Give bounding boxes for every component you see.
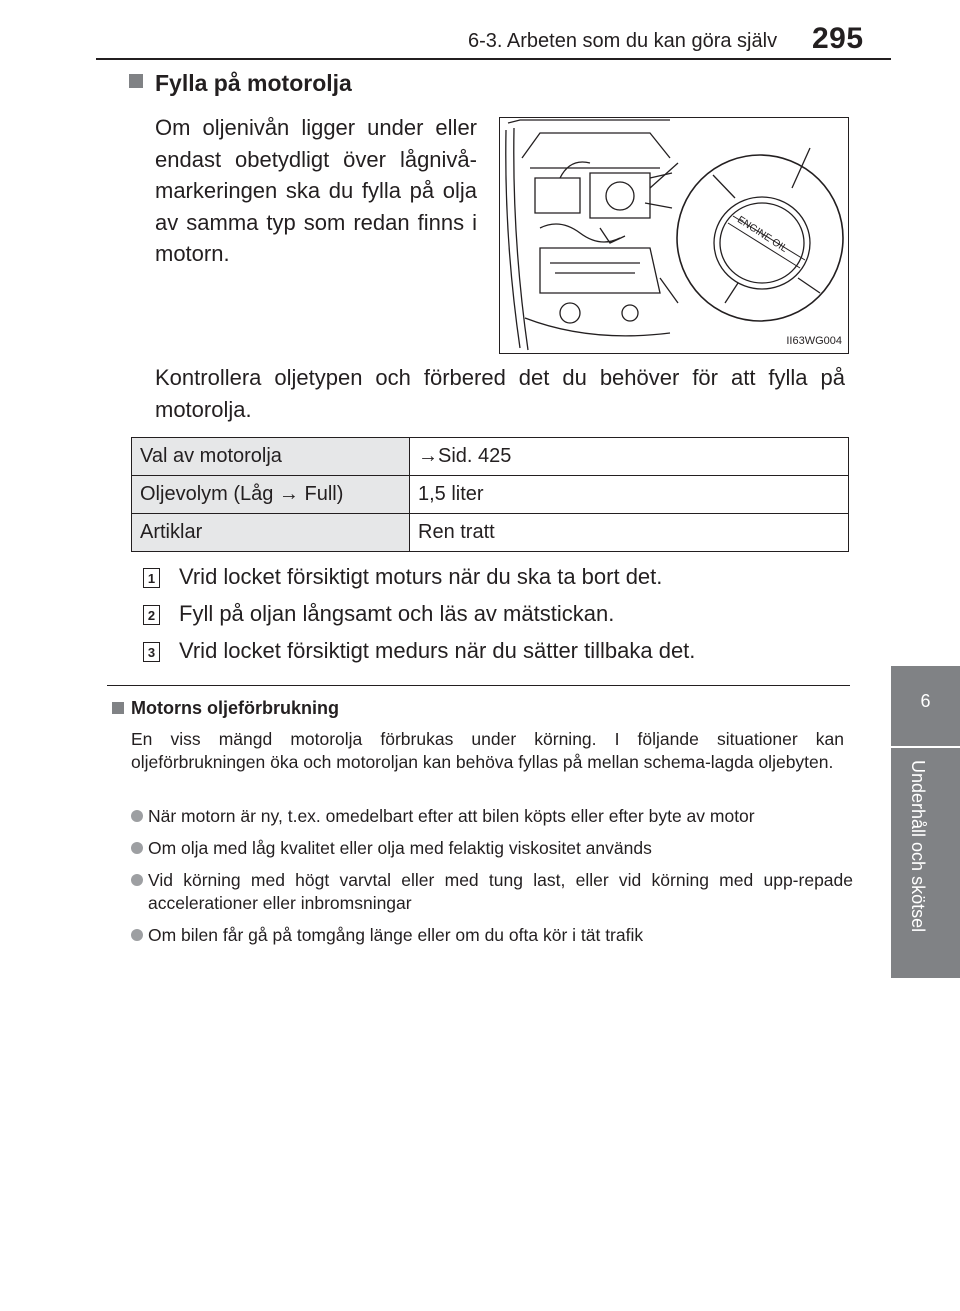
step-number-badge: 2: [143, 605, 160, 625]
intro-paragraph: Om oljenivån ligger under eller endast obetydligt över lågnivå-markeringen ska du fylla på olja av samma typ som redan finns i motorn.: [155, 115, 477, 266]
header-rule: [96, 58, 891, 60]
bullet-text: När motorn är ny, t.ex. omedelbart efter att bilen köpts eller efter byte av motor: [148, 806, 755, 826]
chapter-tab-title: Underhåll och skötsel: [908, 760, 928, 933]
table-value: 1,5 liter: [410, 476, 849, 514]
info-paragraph: En viss mängd motorolja förbrukas under körning. I följande situationer kan oljeförbrukningen öka och motoroljan kan behöva fyllas på mellan schema-lagda oljebyten.: [131, 729, 844, 772]
engine-bay-drawing: [500, 118, 849, 354]
table-key: Val av motorolja: [132, 438, 410, 476]
engine-oil-cap-illustration: [499, 117, 849, 354]
bullet-text: Vid körning med högt varvtal eller med tung last, eller vid körning med upp-repade accelerationer eller inbromsningar: [148, 870, 853, 913]
section-marker-icon: [129, 74, 143, 88]
table-row: [132, 438, 849, 476]
bullet-text: Om bilen får gå på tomgång länge eller om du ofta kör i tät trafik: [148, 925, 644, 945]
table-value: Ren tratt: [410, 514, 849, 552]
step-number-badge: 3: [143, 642, 160, 662]
bullet-icon: [131, 810, 143, 822]
bullet-icon: [131, 929, 143, 941]
step-text: Vrid locket försiktigt medurs när du sätter tillbaka det.: [179, 638, 696, 663]
info-marker-icon: [112, 702, 124, 714]
table-value-link[interactable]: →Sid. 425: [410, 438, 849, 476]
step-text: Fyll på oljan långsamt och läs av mätstickan.: [179, 601, 615, 626]
chapter-tab[interactable]: 6: [891, 666, 960, 746]
table-key: Artiklar: [132, 514, 410, 552]
table-row: [132, 476, 849, 514]
table-key: Oljevolym (Låg → Full): [132, 476, 410, 514]
info-title: Motorns oljeförbrukning: [131, 698, 339, 718]
section-divider: [107, 685, 850, 686]
bullet-icon: [131, 842, 143, 854]
step-number-badge: 1: [143, 568, 160, 588]
section-title: Fylla på motorolja: [155, 70, 352, 96]
page-number: 295: [812, 22, 864, 55]
bullet-text: Om olja med låg kvalitet eller olja med felaktig viskositet används: [148, 838, 652, 858]
step-text: Vrid locket försiktigt moturs när du ska ta bort det.: [179, 564, 663, 589]
cap-label: ENGINE OIL: [735, 214, 790, 255]
oil-spec-table: [131, 437, 849, 552]
table-row: [132, 514, 849, 552]
bullet-icon: [131, 874, 143, 886]
check-paragraph: Kontrollera oljetypen och förbered det du behöver för att fylla på motorolja.: [155, 365, 845, 422]
figure-code: II63WG004: [786, 335, 842, 347]
header-section-title: 6-3. Arbeten som du kan göra själv: [468, 30, 778, 52]
